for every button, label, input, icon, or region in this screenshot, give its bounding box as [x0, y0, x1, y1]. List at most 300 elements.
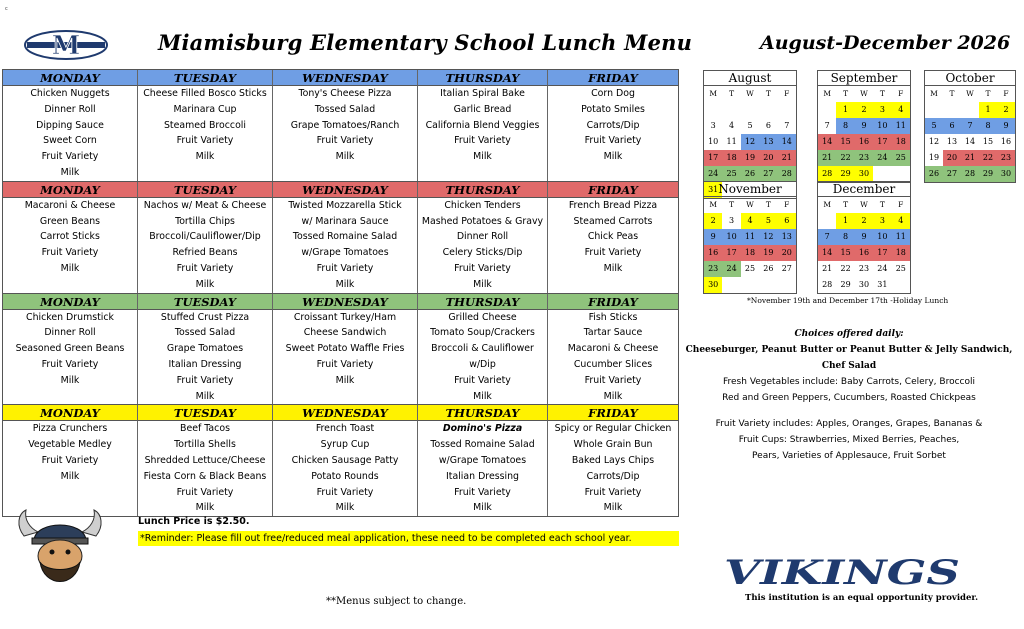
weekday-label: F	[784, 89, 790, 98]
calendar-october	[924, 70, 1016, 183]
menu-item: Macaroni & Cheese	[567, 343, 659, 355]
day-header: WEDNESDAY	[273, 182, 418, 198]
menu-item: Fruit Variety	[454, 374, 511, 386]
menu-item: Sweet Potato Waffle Fries	[285, 343, 405, 355]
day-header: THURSDAY	[418, 70, 548, 86]
calendar-day: 26	[925, 166, 943, 182]
menu-item: w/Grape Tomatoes	[301, 247, 389, 259]
calendar-day	[722, 102, 740, 118]
menu-item: Refried Beans	[172, 247, 238, 259]
calendar-day: 16	[704, 245, 722, 261]
menu-item: Cucumber Slices	[573, 358, 653, 370]
menu-item: Milk	[60, 166, 80, 178]
calendar-day: 2	[855, 102, 873, 118]
calendar-day: 11	[741, 229, 759, 245]
calendar-day: 3	[710, 121, 716, 130]
menu-day-column	[273, 310, 418, 405]
calendar-day: 5	[759, 213, 777, 229]
menu-item: Spicy or Regular Chicken	[554, 423, 672, 435]
weekday-label: T	[843, 200, 849, 209]
calendar-day: 20	[778, 245, 796, 261]
equal-opportunity-statement: This institution is an equal opportunity provider.	[745, 593, 979, 603]
calendar-day: 31	[877, 280, 888, 289]
menu-item: Milk	[473, 278, 492, 290]
calendar-day: 6	[778, 213, 796, 229]
weekday-label: M	[709, 89, 718, 98]
menu-item: Milk	[195, 278, 215, 290]
menu-item: California Blend Veggies	[425, 119, 540, 131]
calendar-day: 25	[722, 166, 740, 182]
calendar-day: 3	[873, 213, 891, 229]
svg-text:VIKINGS: VIKINGS	[724, 553, 960, 590]
fruit-line: Fruit Cups: Strawberries, Mixed Berries, Peaches,	[738, 435, 960, 445]
calendar-day: 29	[840, 280, 851, 289]
calendar-day	[818, 213, 836, 229]
menu-item: Fruit Variety	[176, 374, 234, 386]
menu-day-column	[418, 310, 548, 405]
menu-item: Milk	[195, 502, 215, 514]
calendar-day: 20	[759, 150, 777, 166]
calendar-day: 13	[946, 137, 958, 146]
calendar-day: 4	[892, 213, 910, 229]
menu-item: Tortilla Shells	[174, 439, 236, 451]
calendar-day: 14	[818, 134, 836, 150]
calendar-day: 24	[873, 150, 891, 166]
calendar-december	[817, 181, 911, 294]
calendar-month-name: November	[704, 182, 796, 197]
calendar-day: 15	[836, 245, 854, 261]
menu-day-column	[418, 421, 548, 516]
menu-item: Fruit Variety	[176, 135, 234, 147]
calendar-november	[703, 181, 797, 294]
calendar-day: 16	[855, 134, 873, 150]
calendar-day: 28	[818, 166, 836, 182]
calendar-day: 12	[741, 134, 759, 150]
menu-day-column	[548, 421, 678, 516]
menu-item: w/Grape Tomatoes	[438, 454, 527, 466]
day-header: FRIDAY	[548, 70, 678, 86]
menu-item: Chick Peas	[587, 231, 639, 243]
calendar-day	[943, 102, 961, 118]
day-header: TUESDAY	[138, 294, 273, 310]
day-header: WEDNESDAY	[273, 405, 418, 421]
day-header: THURSDAY	[418, 405, 548, 421]
weekday-label: T	[729, 89, 735, 98]
menu-item: Fruit Variety	[584, 247, 642, 259]
fruit-line: Pears, Varieties of Applesauce, Fruit Sorbet	[752, 451, 946, 461]
lunch-price: Lunch Price is $2.50.	[138, 516, 250, 527]
calendar-day: 17	[704, 150, 722, 166]
menu-item: Milk	[335, 278, 355, 290]
calendar-day: 10	[708, 137, 719, 146]
menu-item: Mashed Potatoes & Gravy	[421, 215, 544, 227]
menu-item: Croissant Turkey/Ham	[293, 311, 397, 323]
calendar-day: 16	[1000, 137, 1012, 146]
calendar-day: 23	[855, 150, 873, 166]
menu-item: Grape Tomatoes	[166, 343, 244, 355]
calendar-day	[892, 166, 910, 182]
miamisburg-m-logo	[24, 30, 108, 60]
calendar-day: 29	[979, 166, 997, 182]
calendar-day: 9	[855, 118, 873, 134]
calendar-day: 12	[759, 229, 777, 245]
calendar-day	[722, 277, 740, 293]
calendar-day: 6	[765, 121, 771, 130]
calendar-day: 7	[784, 121, 790, 130]
term-title: August-December 2026	[760, 32, 1011, 54]
calendar-day: 23	[997, 150, 1015, 166]
calendar-day: 21	[822, 264, 833, 273]
calendar-day: 26	[763, 264, 774, 273]
calendar-day: 14	[818, 245, 836, 261]
calendar-month-name: September	[818, 71, 910, 86]
calendar-day: 30	[997, 166, 1015, 182]
menu-item: Milk	[335, 374, 355, 386]
menu-day-column	[273, 198, 418, 293]
calendar-day: 26	[741, 166, 759, 182]
menu-item: Fruit Variety	[316, 135, 374, 147]
calendar-day: 16	[855, 245, 873, 261]
calendar-day: 19	[928, 153, 940, 162]
vegetables-line: Red and Green Peppers, Cucumbers, Roasted Chickpeas	[722, 393, 976, 403]
calendar-day	[741, 102, 759, 118]
choices-title: Choices offered daily:	[794, 329, 904, 339]
menu-item: Carrot Sticks	[40, 231, 100, 243]
calendar-day: 24	[704, 166, 722, 182]
calendar-day: 28	[961, 166, 979, 182]
menu-item: Vegetable Medley	[28, 439, 112, 451]
menu-item: Twisted Mozzarella Stick	[288, 199, 402, 211]
calendar-day: 1	[836, 102, 854, 118]
menu-week-4	[3, 405, 678, 516]
calendar-day: 23	[704, 261, 722, 277]
menu-item: Fruit Variety	[41, 454, 99, 466]
calendar-day: 11	[726, 137, 737, 146]
calendar-day: 15	[836, 134, 854, 150]
menu-item: Steamed Broccoli	[163, 119, 247, 131]
calendar-september	[817, 70, 911, 183]
calendar-day: 18	[892, 134, 910, 150]
menu-item: Grilled Cheese	[448, 311, 517, 323]
calendar-day: 4	[729, 121, 735, 130]
menu-week-1	[3, 70, 678, 182]
calendar-day: 4	[892, 102, 910, 118]
menu-item: Milk	[473, 390, 492, 402]
weekday-label: M	[709, 200, 718, 209]
menu-item: Potato Rounds	[311, 470, 379, 482]
day-header: THURSDAY	[418, 294, 548, 310]
menu-item: Syrup Cup	[320, 439, 370, 451]
menu-item: Chicken Tenders	[444, 199, 521, 211]
menu-item: Whole Grain Bun	[573, 439, 653, 451]
calendar-day: 30	[858, 280, 870, 289]
calendar-day: 15	[982, 137, 994, 146]
calendar-month-name: October	[925, 71, 1015, 86]
menu-item: Fruit Variety	[176, 486, 234, 498]
menu-day-column	[273, 86, 418, 181]
calendar-day	[759, 102, 777, 118]
menu-item: Carrots/Dip	[586, 119, 640, 131]
menu-item: French Toast	[315, 423, 375, 435]
calendar-day	[778, 277, 796, 293]
weekday-label: M	[823, 200, 832, 209]
calendar-day	[759, 277, 777, 293]
daily-choices	[684, 326, 1014, 464]
menu-day-column	[548, 86, 678, 181]
day-header: THURSDAY	[418, 182, 548, 198]
menu-item: Italian Spiral Bake	[440, 88, 525, 99]
viking-mascot-image	[14, 506, 106, 590]
calendar-day: 23	[858, 264, 870, 273]
calendar-day: 11	[892, 229, 910, 245]
weekday-label: T	[879, 89, 885, 98]
calendar-day: 9	[855, 229, 873, 245]
day-header: TUESDAY	[138, 182, 273, 198]
calendar-day: 2	[855, 213, 873, 229]
menu-item: Milk	[603, 262, 623, 274]
weekday-label: T	[729, 200, 735, 209]
menu-item: Dinner Roll	[456, 231, 509, 243]
menu-item: Italian Dressing	[168, 358, 242, 370]
calendar-day: 27	[943, 166, 961, 182]
calendar-day: 6	[943, 118, 961, 134]
calendar-day: 3	[729, 216, 735, 225]
menu-item: Garlic Bread	[453, 103, 512, 115]
menu-item: Corn Dog	[591, 88, 635, 99]
calendar-day	[892, 277, 910, 293]
calendar-day: 27	[781, 264, 792, 273]
day-header: FRIDAY	[548, 182, 678, 198]
menu-item: Marinara Cup	[173, 103, 237, 115]
menu-item: Steamed Carrots	[573, 215, 653, 227]
day-header: MONDAY	[3, 182, 138, 198]
menu-day-column	[138, 421, 273, 516]
weekday-label: M	[930, 89, 938, 98]
calendar-day: 1	[979, 102, 997, 118]
calendar-day	[873, 166, 891, 182]
calendar-day: 24	[722, 261, 740, 277]
calendar-day: 18	[741, 245, 759, 261]
calendar-day: 2	[704, 213, 722, 229]
menu-item: Fruit Variety	[584, 374, 642, 386]
calendar-day: 19	[759, 245, 777, 261]
menu-item: Chicken Drumstick	[26, 311, 114, 323]
weekday-label: T	[949, 89, 955, 98]
menu-item: Milk	[335, 151, 355, 163]
menu-item: Nachos w/ Meat & Cheese	[143, 199, 267, 211]
calendar-day: 8	[979, 118, 997, 134]
menu-item: Potato Smiles	[581, 103, 645, 115]
menu-item: Milk	[473, 502, 492, 514]
choices-line: Chef Salad	[821, 361, 877, 371]
calendar-month-name: December	[818, 182, 910, 197]
corner-mark: c	[5, 6, 8, 12]
weekday-label: W	[746, 89, 754, 98]
calendar-day: 2	[997, 102, 1015, 118]
weekday-label: W	[860, 200, 868, 209]
calendar-day: 5	[747, 121, 753, 130]
menu-item: Italian Dressing	[446, 470, 519, 482]
calendar-day: 31	[704, 182, 722, 198]
vegetables-line: Fresh Vegetables include: Baby Carrots, Celery, Broccoli	[723, 377, 975, 387]
lunch-menu-table	[2, 69, 679, 517]
calendar-day: 5	[925, 118, 943, 134]
menu-day-column	[3, 86, 138, 181]
fruit-line: Fruit Variety includes: Apples, Oranges, Grapes, Bananas &	[715, 419, 983, 429]
weekday-label: T	[843, 89, 849, 98]
menu-item: Milk	[603, 502, 623, 514]
calendar-day: 9	[997, 118, 1015, 134]
calendar-day: 25	[895, 264, 906, 273]
calendar-day: 18	[722, 150, 740, 166]
weekday-label: T	[765, 200, 771, 209]
menu-item: Fruit Variety	[584, 486, 642, 498]
reminder-banner: *Reminder: Please fill out free/reduced meal application, these need to be completed each school year.	[138, 531, 679, 546]
calendar-day: 18	[892, 245, 910, 261]
menu-item: Tartar Sauce	[583, 327, 643, 339]
menu-item: Fruit Variety	[316, 358, 374, 370]
weekday-label: F	[784, 200, 790, 209]
menu-day-column	[418, 198, 548, 293]
calendar-day: 21	[778, 150, 796, 166]
calendar-day: 8	[836, 229, 854, 245]
calendar-day: 9	[704, 229, 722, 245]
calendar-day: 10	[873, 118, 891, 134]
menu-item: Sweet Corn	[43, 135, 97, 147]
menu-item: Fruit Variety	[316, 486, 374, 498]
menu-item: Milk	[473, 151, 492, 163]
calendar-day: 8	[836, 118, 854, 134]
day-header: TUESDAY	[138, 405, 273, 421]
day-header: FRIDAY	[548, 294, 678, 310]
calendar-day: 25	[744, 264, 756, 273]
menu-item: Fiesta Corn & Black Beans	[143, 470, 267, 482]
menu-item: Domino's Pizza	[442, 423, 523, 435]
menu-week-2	[3, 182, 678, 294]
menu-item: Fruit Variety	[41, 151, 99, 163]
menu-item: Cheese Filled Bosco Sticks	[143, 88, 267, 99]
calendar-day: 13	[778, 229, 796, 245]
calendar-day	[961, 102, 979, 118]
calendar-august	[703, 70, 797, 199]
calendar-day: 22	[979, 150, 997, 166]
calendar-day: 3	[873, 102, 891, 118]
svg-text:M: M	[51, 31, 81, 60]
menu-item: Tony's Cheese Pizza	[298, 88, 392, 99]
menu-item: Green Beans	[39, 215, 101, 227]
menu-day-column	[548, 198, 678, 293]
menu-item: Milk	[603, 390, 623, 402]
calendar-day: 12	[928, 137, 940, 146]
menu-item: Fruit Variety	[41, 247, 99, 259]
calendar-day: 22	[840, 264, 851, 273]
menu-item: Seasoned Green Beans	[15, 343, 125, 355]
menu-item: Pizza Crunchers	[32, 423, 108, 435]
calendar-day	[818, 102, 836, 118]
menu-item: Beef Tacos	[180, 423, 230, 435]
menu-item: Milk	[195, 151, 215, 163]
menu-item: Broccoli/Cauliflower/Dip	[149, 231, 261, 243]
menu-item: Milk	[60, 374, 80, 386]
menu-item: Tossed Salad	[314, 103, 376, 115]
day-header: WEDNESDAY	[273, 70, 418, 86]
menu-disclaimer: **Menus subject to change.	[326, 596, 467, 607]
menu-day-column	[548, 310, 678, 405]
page-title: Miamisburg Elementary School Lunch Menu	[158, 30, 693, 55]
weekday-label: M	[823, 89, 832, 98]
menu-item: Milk	[60, 262, 80, 274]
calendar-day: 28	[822, 280, 833, 289]
menu-item: Chicken Sausage Patty	[291, 454, 399, 466]
menu-day-column	[138, 86, 273, 181]
calendar-day	[704, 102, 722, 118]
calendar-day: 19	[741, 150, 759, 166]
menu-item: Milk	[60, 470, 80, 482]
menu-item: Tossed Romaine Salad	[430, 439, 535, 451]
menu-item: Stuffed Crust Pizza	[160, 311, 250, 323]
menu-item: Fruit Variety	[41, 358, 99, 370]
menu-item: Fruit Variety	[454, 262, 511, 274]
menu-item: Chicken Nuggets	[30, 88, 110, 99]
menu-day-column	[3, 310, 138, 405]
calendar-day: 14	[964, 137, 976, 146]
calendar-day: 28	[778, 166, 796, 182]
calendar-month-name: August	[704, 71, 796, 86]
calendar-day: 21	[961, 150, 979, 166]
menu-item: w/Dip	[469, 358, 496, 370]
day-header: FRIDAY	[548, 405, 678, 421]
menu-item: Milk	[335, 502, 355, 514]
menu-item: Fruit Variety	[584, 135, 642, 147]
calendar-day: 7	[824, 121, 830, 130]
weekday-label: F	[898, 89, 904, 98]
menu-item: Milk	[603, 151, 623, 163]
calendar-day: 21	[818, 150, 836, 166]
menu-item: Carrots/Dip	[586, 470, 640, 482]
menu-item: Tossed Romaine Salad	[292, 231, 398, 243]
calendar-day: 30	[855, 166, 873, 182]
calendar-day: 13	[759, 134, 777, 150]
menu-item: French Bread Pizza	[568, 199, 658, 211]
menu-item: Dinner Roll	[44, 327, 96, 339]
weekday-label: T	[765, 89, 771, 98]
calendar-day: 7	[961, 118, 979, 134]
weekday-label: T	[985, 89, 991, 98]
calendar-day: 27	[759, 166, 777, 182]
day-header: MONDAY	[3, 405, 138, 421]
menu-item: Milk	[195, 390, 215, 402]
weekday-label: W	[860, 89, 868, 98]
calendar-day: 30	[704, 277, 722, 293]
calendar-day: 7	[818, 229, 836, 245]
day-header: WEDNESDAY	[273, 294, 418, 310]
menu-week-3	[3, 294, 678, 406]
menu-item: Fruit Variety	[316, 262, 374, 274]
calendar-day: 1	[836, 213, 854, 229]
calendar-day: 17	[873, 134, 891, 150]
menu-item: Tomato Soup/Crackers	[430, 327, 535, 339]
calendar-day: 17	[873, 245, 891, 261]
calendar-day	[778, 102, 796, 118]
calendar-day: 20	[943, 150, 961, 166]
menu-item: Tortilla Chips	[175, 215, 235, 227]
calendar-day	[741, 277, 759, 293]
menu-item: Cheese Sandwich	[303, 327, 387, 339]
holiday-note: *November 19th and December 17th -Holiday Lunch	[747, 296, 949, 305]
menu-item: Tossed Salad	[174, 327, 236, 339]
weekday-label: W	[966, 89, 974, 98]
menu-item: Baked Lays Chips	[571, 454, 655, 466]
